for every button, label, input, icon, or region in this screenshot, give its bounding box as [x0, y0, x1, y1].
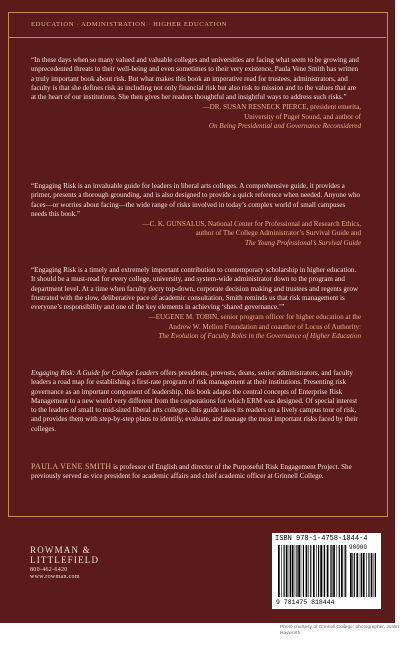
photo-credit: Photo courtesy of Grinnell College; photographer, Justin Hayworth [280, 625, 399, 636]
barcode-bar [296, 545, 297, 597]
barcode-bar [360, 553, 361, 597]
barcode-bar [354, 553, 355, 597]
barcode-bar [333, 545, 335, 597]
author-bio [31, 462, 361, 482]
barcode-bar [292, 545, 294, 597]
barcode-bar [298, 545, 300, 597]
barcode-bar [324, 545, 325, 597]
barcode-bar [318, 545, 319, 597]
blurb-quote-1 [31, 56, 361, 131]
barcode-bar [290, 545, 291, 597]
author-name: PAULA VENE SMITH [31, 462, 112, 471]
barcode-bar [278, 545, 280, 597]
barcode [272, 533, 381, 609]
barcode-bar [363, 553, 365, 597]
barcode-bar [330, 545, 331, 597]
barcode-bar [331, 545, 332, 597]
publisher-name-line1: ROWMAN & [30, 545, 91, 555]
barcode-bar [371, 553, 373, 597]
attribution-line: The Young Professional’s Survival Guide [245, 238, 361, 247]
publisher-phone: 800-462-6420 [30, 567, 68, 573]
barcode-bar [289, 545, 290, 597]
barcode-bar [313, 545, 315, 597]
attribution-line: Andrew W. Mellon Foundation and coauthor of Locus of Authority: [168, 322, 361, 331]
attribution-line: The Evolution of Faculty Roles in the Governance of Higher Education [158, 332, 361, 341]
barcode-bar [306, 545, 308, 597]
book-description [31, 369, 361, 434]
barcode-bar [286, 545, 288, 597]
barcode-bar [316, 545, 317, 597]
barcode-bar [295, 545, 296, 597]
book-title: Engaging Risk: A Guide for College Leaders [31, 369, 159, 377]
barcode-bar [337, 545, 338, 597]
barcode-bar [323, 545, 324, 597]
barcode-bar [301, 545, 302, 597]
blurb-attribution [31, 103, 361, 131]
blurb-attribution [31, 220, 361, 248]
barcode-bar [320, 545, 322, 597]
attribution-line: —C. K. GUNSALUS, National Center for Professional and Research Ethics, [142, 220, 361, 229]
price-code: 90000 [349, 544, 368, 551]
barcode-bar [303, 545, 304, 597]
barcode-bar [339, 545, 340, 597]
barcode-bar [352, 553, 353, 597]
barcode-bar [345, 545, 346, 597]
attribution-line: On Being Presidential and Governance Reconsidered [208, 122, 361, 131]
blurb-quote-2 [31, 182, 361, 248]
barcode-bar [341, 545, 343, 597]
attribution-line: author of The College Administrator’s Survival Guide and [195, 229, 361, 238]
blurb-attribution [31, 313, 361, 341]
barcode-bar [374, 553, 375, 597]
barcode-bar [344, 545, 345, 597]
barcode-bar [284, 545, 285, 597]
barcode-bar [368, 553, 369, 597]
barcode-bar [327, 545, 329, 597]
description-text: offers presidents, provosts, deans, senior administrators, and faculty leaders a road map for establishing a first-rate program of risk management at their institutions. Presenting risk governance as an important component of leadership, this book adapts the central concepts of Enterprise Risk Management to a new world very different from the corporations for which ERM was designed. Of special interest to the leaders of small to mid-sized liberal arts colleges, this guide takes its readers on a lively campus tour of risk, and provides them with step-by-step plans to identify, evaluate, and manage the most important risks faced by their colleges. [31, 369, 358, 433]
barcode-bar [356, 553, 358, 597]
publisher-logo [30, 545, 99, 581]
category-label: EDUCATION · ADMINISTRATION · HIGHER EDUCATION [31, 21, 228, 28]
blurb-text: “Engaging Risk is an invaluable guide for leaders in liberal arts colleges. A comprehensive guide, it provides a primer, presents a thorough grounding, and is also designed to provide a quick reference when needed. Anyone who faces—or worries about facing—the wide range of risks involved in today’s complex world of small campuses needs this book.” [31, 182, 361, 218]
barcode-bar [366, 553, 367, 597]
barcode-bar [361, 553, 362, 597]
header-divider [8, 37, 386, 38]
attribution-line: University of Puget Sound, and author of [244, 112, 361, 121]
blurb-text: “In these days when so many valued and valuable colleges and universities are facing what seem to be growing and unprecedented threats to their well-being and even sometimes to their very existence, Paula Vene Smith has written a truly important book about risk. But what makes this book an imperative read for trustees, administrators, and faculty is that she defines risk as including not only financial risk but also risk to mission and to the values that are at the heart of our institutions. She then gives her readers thoughtful and insightful ways to address such risks.” [31, 56, 359, 102]
barcode-digits: 9 781475 818444 [276, 599, 335, 606]
bio-text: is professor of English and director of the Purposeful Risk Engagement Project. She previously served as vice president for academic affairs and chief academic officer at Grinnell College. [31, 463, 352, 481]
barcode-bar [310, 545, 311, 597]
attribution-line: —EUGENE M. TOBIN, senior program officer for higher education at the [148, 313, 361, 322]
isbn-label: ISBN 978-1-4758-1844-4 [275, 535, 368, 543]
barcode-bar [308, 545, 309, 597]
barcode-bars [272, 533, 381, 609]
blurb-quote-3 [31, 266, 361, 341]
publisher-name-line2: LITTLEFIELD [30, 555, 100, 565]
barcode-bar [281, 545, 282, 597]
attribution-line: —DR. SUSAN RESNECK PIERCE, president emerita, [202, 103, 361, 112]
barcode-bar [375, 553, 376, 597]
blurb-text: “Engaging Risk is a timely and extremely important contribution to contemporary scholarship in higher education. It should be a must-read for every college, university, and system-wide administrator down to the program and department level. At a time when faculty decry top-down, corporate decision making and trustees and regents grow frustrated with the slow, deliberative pace of academic consultation, Smith reminds us that risk management is everyone’s responsibility and one of the key elements in achieving ‘shared governance.’” [31, 266, 358, 312]
publisher-url: www.rowman.com [30, 574, 80, 580]
barcode-bar [350, 553, 352, 597]
